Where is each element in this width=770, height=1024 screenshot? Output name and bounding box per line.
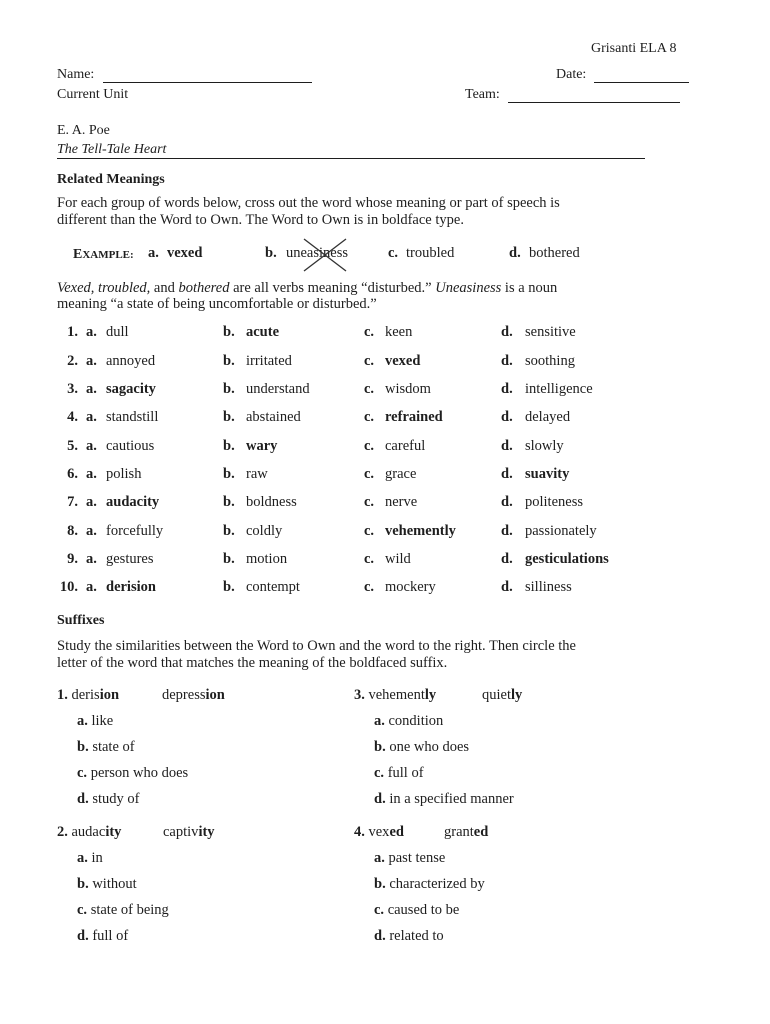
option-word[interactable]: grace (385, 466, 417, 482)
option-word[interactable]: dull (106, 324, 129, 340)
option-letter: a. (86, 551, 97, 567)
option-word[interactable]: contempt (246, 579, 300, 595)
suffixes-instructions-line2: letter of the word that matches the meaning of the boldfaced suffix. (57, 655, 448, 671)
word-to-own[interactable]: gesticulations (525, 551, 609, 567)
option-letter: d. (501, 409, 513, 425)
option-word[interactable]: forcefully (106, 523, 164, 539)
option-word[interactable]: slowly (525, 438, 564, 454)
suffixes-heading: Suffixes (57, 613, 105, 628)
option-letter: a. (86, 466, 97, 482)
option-word[interactable]: gestures (106, 551, 154, 567)
option-letter: b. (223, 523, 235, 539)
option-letter: a. (86, 353, 97, 369)
option-word[interactable]: understand (246, 381, 310, 397)
suffix-choice[interactable]: a. like (77, 713, 114, 729)
option-word[interactable]: silliness (525, 579, 572, 595)
course-label: Grisanti ELA 8 (591, 41, 677, 56)
option-letter: c. (364, 466, 375, 482)
option-word[interactable]: politeness (525, 494, 583, 510)
suffix-question-word: 2. audacity (57, 824, 122, 840)
option-letter: a. (86, 579, 97, 595)
suffix-comparison-word: depression (162, 687, 225, 703)
example-option-b-word: uneasiness (286, 245, 349, 261)
option-word[interactable]: coldly (246, 523, 283, 539)
option-letter: d. (501, 551, 513, 567)
word-to-own[interactable]: wary (246, 438, 278, 454)
option-letter: c. (364, 409, 375, 425)
example-label: EXAMPLE: (73, 247, 134, 262)
name-label: Name: (57, 67, 95, 82)
option-word[interactable]: standstill (106, 409, 159, 425)
suffix-question-word: 3. vehemently (354, 687, 437, 703)
example-option-b-letter: b. (265, 245, 277, 261)
suffix-choice[interactable]: d. study of (77, 791, 140, 807)
item-number: 5. (67, 438, 78, 454)
title-rule (57, 158, 645, 159)
word-to-own[interactable]: refrained (385, 409, 443, 425)
suffix-choice[interactable]: a. in (77, 850, 103, 866)
option-word[interactable]: intelligence (525, 381, 593, 397)
team-field-line[interactable] (508, 102, 680, 103)
suffixes-instructions-line1: Study the similarities between the Word to Own and the word to the right. Then circle the (57, 638, 576, 654)
cross-out-mark (300, 236, 352, 274)
option-word[interactable]: abstained (246, 409, 301, 425)
author-name: E. A. Poe (57, 123, 110, 138)
option-letter: c. (364, 438, 375, 454)
option-letter: c. (364, 494, 375, 510)
word-to-own[interactable]: audacity (106, 494, 160, 510)
option-letter: b. (223, 324, 235, 340)
option-word[interactable]: motion (246, 551, 288, 567)
option-word[interactable]: careful (385, 438, 426, 454)
example-explanation-line2: meaning “a state of being uncomfortable or disturbed.” (57, 296, 377, 312)
word-to-own[interactable]: vexed (385, 353, 421, 369)
suffix-choice[interactable]: b. one who does (374, 739, 470, 755)
example-option-d-word: bothered (529, 245, 580, 261)
word-to-own[interactable]: sagacity (106, 381, 156, 397)
option-letter: d. (501, 438, 513, 454)
word-to-own[interactable]: derision (106, 579, 156, 595)
item-number: 9. (67, 551, 78, 567)
option-letter: b. (223, 466, 235, 482)
suffix-choice[interactable]: c. caused to be (374, 902, 460, 918)
item-number: 6. (67, 466, 78, 482)
suffix-comparison-word: captivity (163, 824, 215, 840)
suffix-choice[interactable]: a. past tense (374, 850, 446, 866)
option-word[interactable]: polish (106, 466, 142, 482)
date-label: Date: (556, 67, 587, 82)
suffix-choice[interactable]: b. characterized by (374, 876, 485, 892)
current-unit-label: Current Unit (57, 87, 129, 102)
suffix-choice[interactable]: d. full of (77, 928, 129, 944)
option-word[interactable]: boldness (246, 494, 297, 510)
suffix-choice[interactable]: b. without (77, 876, 137, 892)
example-option-a-word: vexed (167, 245, 203, 261)
suffix-choice[interactable]: d. in a specified manner (374, 791, 514, 807)
suffix-comparison-word: granted (444, 824, 489, 840)
option-word[interactable]: passionately (525, 523, 597, 539)
item-number: 7. (67, 494, 78, 510)
suffix-choice[interactable]: c. state of being (77, 902, 169, 918)
option-letter: d. (501, 353, 513, 369)
option-letter: d. (501, 523, 513, 539)
option-letter: a. (86, 438, 97, 454)
suffix-choice[interactable]: c. full of (374, 765, 424, 781)
option-word[interactable]: sensitive (525, 324, 576, 340)
example-option-c-word: troubled (406, 245, 455, 261)
option-letter: d. (501, 494, 513, 510)
option-letter: c. (364, 523, 375, 539)
option-letter: b. (223, 409, 235, 425)
option-letter: a. (86, 494, 97, 510)
option-letter: b. (223, 438, 235, 454)
option-letter: b. (223, 353, 235, 369)
option-letter: b. (223, 381, 235, 397)
related-meanings-heading: Related Meanings (57, 172, 165, 187)
example-option-d-letter: d. (509, 245, 521, 261)
suffix-comparison-word: quietly (482, 687, 523, 703)
option-letter: c. (364, 551, 375, 567)
item-number: 8. (67, 523, 78, 539)
option-word[interactable]: wild (385, 551, 411, 567)
item-number: 4. (67, 409, 78, 425)
item-number: 2. (67, 353, 78, 369)
option-word[interactable]: mockery (385, 579, 436, 595)
option-letter: a. (86, 381, 97, 397)
option-letter: d. (501, 324, 513, 340)
example-option-a-letter: a. (148, 245, 159, 261)
name-field-line[interactable] (103, 82, 312, 83)
suffix-question-word: 4. vexed (354, 824, 404, 840)
option-word[interactable]: wisdom (385, 381, 431, 397)
option-letter: b. (223, 579, 235, 595)
suffix-choice[interactable]: b. state of (77, 739, 135, 755)
option-word[interactable]: irritated (246, 353, 292, 369)
option-letter: b. (223, 551, 235, 567)
option-word[interactable]: keen (385, 324, 413, 340)
option-letter: a. (86, 409, 97, 425)
suffix-question-word: 1. derision (57, 687, 120, 703)
word-to-own[interactable]: acute (246, 324, 280, 340)
option-word[interactable]: nerve (385, 494, 418, 510)
option-word[interactable]: soothing (525, 353, 575, 369)
word-to-own[interactable]: suavity (525, 466, 570, 482)
selection-title: The Tell-Tale Heart (57, 142, 167, 157)
option-letter: d. (501, 381, 513, 397)
option-word[interactable]: annoyed (106, 353, 156, 369)
option-letter: b. (223, 494, 235, 510)
option-letter: c. (364, 381, 375, 397)
option-letter: c. (364, 353, 375, 369)
option-word[interactable]: cautious (106, 438, 155, 454)
example-explanation-line1: Vexed, troubled, and bothered are all verbs meaning “disturbed.” Uneasiness is a noun (57, 280, 558, 296)
item-number: 3. (67, 381, 78, 397)
suffix-choice[interactable]: c. person who does (77, 765, 189, 781)
option-letter: d. (501, 579, 513, 595)
option-word[interactable]: delayed (525, 409, 571, 425)
item-number: 1. (67, 324, 78, 340)
example-option-c-letter: c. (388, 245, 399, 261)
date-field-line[interactable] (594, 82, 689, 83)
suffix-choice[interactable]: a. condition (374, 713, 444, 729)
option-letter: a. (86, 324, 97, 340)
item-number: 10. (59, 579, 78, 595)
option-letter: a. (86, 523, 97, 539)
option-letter: c. (364, 579, 375, 595)
option-letter: d. (501, 466, 513, 482)
suffix-choice[interactable]: d. related to (374, 928, 444, 944)
option-letter: c. (364, 324, 375, 340)
word-to-own[interactable]: vehemently (385, 523, 456, 539)
related-meanings-instructions-line1: For each group of words below, cross out the word whose meaning or part of speech is (57, 195, 560, 211)
option-word[interactable]: raw (246, 466, 268, 482)
related-meanings-instructions-line2: different than the Word to Own. The Word to Own is in boldface type. (57, 212, 464, 228)
team-label: Team: (465, 87, 500, 102)
